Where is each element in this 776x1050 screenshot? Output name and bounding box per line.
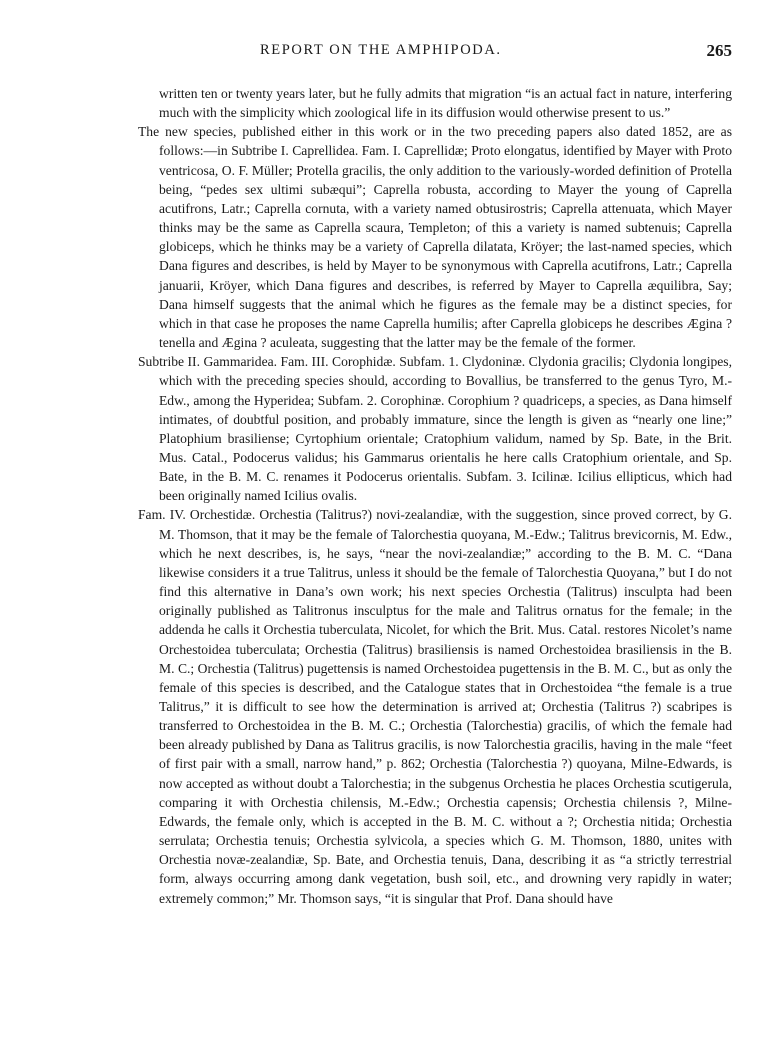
- paragraph-new-species: The new species, published either in this work or in the two preceding papers also dated 1852, are as follows:—in Subtribe I. Caprellidea. Fam. I. Caprellidæ; Proto elongatus, identified by Mayer with Proto ventricosa, O. F. Müller; Protella gracilis, the only addition to the variously-worded definition of Protella being, “pedes sex ultimi subæqui”; Caprella robusta, according to Mayer the young of Caprella acutifrons, Latr.; Caprella cornuta, with a variety named obtusirostris; Caprella attenuata, which Mayer thinks may be the same as Caprella scaura, Templeton; of this a variety is named subtenuis; Caprella globiceps, which he thinks may be a variety of Caprella dilatata, Kröyer; the last-named species, which Dana figures and describes, is held by Mayer to be synonymous with Caprella acutifrons, Latr.; Caprella januarii, Kröyer, which Dana figures and describes, is referred by Mayer to Caprella æquilibra, Say; Dana himself suggests that the animal which he figures as the female may be a distinct species, for which in that case he proposes the name Caprella humilis; after Caprella globiceps he describes Ægina ? tenella and Ægina ? aculeata, suggesting that the latter may be the female of the former.: [138, 124, 732, 351]
- page-header: [160, 42, 732, 64]
- paragraph-gammaridea: Subtribe II. Gammaridea. Fam. III. Corophidæ. Subfam. 1. Clydoninæ. Clydonia gracilis; Clydonia longipes, which with the preceding species should, according to Bovallius, be transferred to the genus Tyro, M.-Edw., among the Hyperidea; Subfam. 2. Corophinæ. Corophium ? quadriceps, a species, as Dana himself intimates, of doubtful position, and probably immature, since the length is given as “nearly one line;” Platophium brasiliense; Cyrtophium orientale; Cratophium validum, named by Sp. Bate, in the Brit. Mus. Catal., Podocerus validus; his Gammarus orientalis he here calls Cratophium orientale, and Sp. Bate, in the B. M. C. renames it Podocerus orientalis. Subfam. 3. Icilinæ. Icilius ellipticus, which had been originally named Icilius ovalis.: [138, 354, 732, 504]
- body-text: [138, 84, 732, 908]
- page-number: 265: [706, 41, 732, 60]
- paragraph-continued: written ten or twenty years later, but he fully admits that migration “is an actual fact in nature, interfering much with the simplicity which zoological life in its diffusion would otherwise present to us.”: [159, 86, 732, 121]
- running-head: REPORT ON THE AMPHIPODA.: [260, 42, 502, 58]
- paragraph-orchestidae: Fam. IV. Orchestidæ. Orchestia (Talitrus?) novi-zealandiæ, with the suggestion, since proved correct, by G. M. Thomson, that it may be the female of Talorchestia quoyana, M.-Edw.; Talitrus brevicornis, M. Edw., which he next describes, is, he says, “near the novi-zealandiæ;” according to the B. M. C. “Dana likewise considers it a true Talitrus, unless it should be the female of Talorchestia Quoyana,” but I do not find this alternative in Dana’s own work; his next species Orchestia (Talitrus) insculpta had been originally published as Talitronus insculptus for the male and Talitrus ornatus for the female; in the addenda he calls it Orchestia tuberculata, Nicolet, for which the Brit. Mus. Catal. restores Nicolet’s name Orchestoidea tuberculata; Orchestia (Talitrus) brasiliensis is named Orchestoidea brasiliensis in the B. M. C.; Orchestia (Talitrus) pugettensis is named Orchestoidea pugettensis in the B. M. C., but as only the female of this species is described, and the Catalogue states that in Orchestoidea “the female is a true Talitrus,” it is difficult to see how the determination is arrived at; Orchestia (Talitrus ?) scabripes is transferred to Orchestoidea in the B. M. C.; Orchestia (Talorchestia) gracilis, of which the female had been already published by Dana as Talitrus gracilis, is now Talorchestia gracilis, having in the male “feet of first pair with a small, narrow hand,” p. 862; Orchestia (Talorchestia ?) quoyana, Milne-Edwards, is now accepted as without doubt a Talorchestia; in the subgenus Orchestia he places Orchestia scutigerula, comparing it with Orchestia chilensis, M.-Edw.; Orchestia capensis; Orchestia chilensis ?, Milne-Edwards, the female only, which is accepted in the B. M. C. without a ?; Orchestia nitida; Orchestia serrulata; Orchestia tenuis; Orchestia sylvicola, a species which G. M. Thomson, 1880, unites with Orchestia novæ-zealandiæ, Sp. Bate, and Orchestia tenuis, Dana, describing it as “a strictly terrestrial form, always occurring among dank vegetation, bush soil, etc., and drowning very rapidly in water; extremely common;” Mr. Thomson says, “it is singular that Prof. Dana should have: [138, 507, 732, 906]
